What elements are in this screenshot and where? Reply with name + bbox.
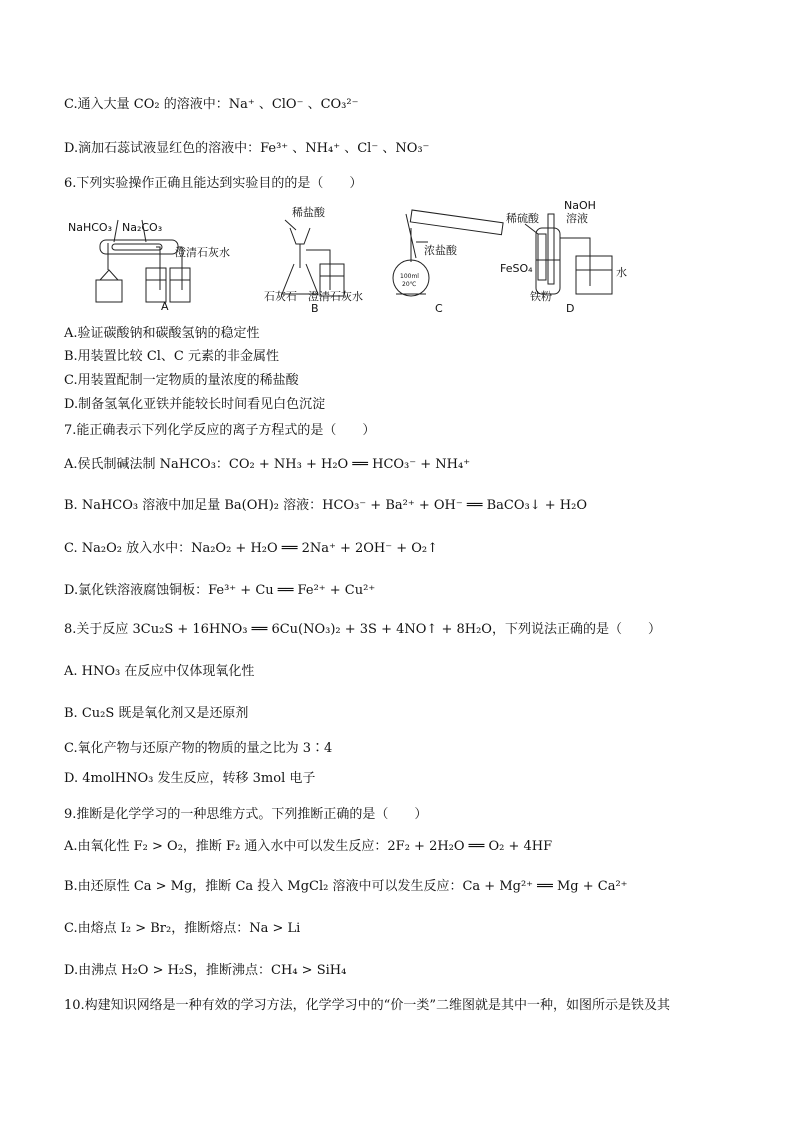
- beaker-1: [146, 268, 166, 302]
- q7-option-c: C. Na₂O₂ 放入水中：Na₂O₂ + H₂O ══ 2Na⁺ + 2OH⁻ + O₂↑: [64, 541, 439, 556]
- question-9: 9.推断是化学学习的一种思维方式。下列推断正确的是（ ）: [64, 807, 428, 822]
- d-delivery-tube: [560, 238, 590, 286]
- apparatus-d: [525, 214, 612, 294]
- apparatus-svg: [60, 198, 627, 320]
- dropping-funnel: [290, 228, 310, 244]
- inner-tube: [112, 244, 162, 250]
- d-beaker: [576, 256, 612, 294]
- label-naoh-solution: 溶液: [566, 212, 588, 225]
- q8-option-d: D. 4molHNO₃ 发生反应，转移 3mol 电子: [64, 771, 316, 786]
- label-pointer-1: [114, 220, 118, 242]
- q6-option-c: C.用装置配制一定物质的量浓度的稀盐酸: [64, 373, 299, 388]
- label-na2co3: Na₂CO₃: [122, 221, 163, 234]
- measuring-cylinder: [410, 210, 503, 235]
- b-delivery-tube: [306, 250, 330, 290]
- dropper-1: [538, 234, 546, 280]
- q6-option-b: B.用装置比较 Cl、C 元素的非金属性: [64, 349, 280, 364]
- q8-option-b: B. Cu₂S 既是氧化剂又是还原剂: [64, 706, 249, 721]
- label-iron: 铁粉: [530, 290, 552, 303]
- label-limestone: 石灰石: [264, 290, 297, 303]
- q7-option-b: B. NaHCO₃ 溶液中加足量 Ba(OH)₂ 溶液：HCO₃⁻ + Ba²⁺ + OH⁻ ══ BaCO₃↓ + H₂O: [64, 498, 588, 513]
- beaker-2: [170, 268, 190, 302]
- label-b-limewater: 澄清石灰水: [308, 290, 363, 303]
- apparatus-b: [282, 220, 344, 296]
- lamp-flame: [100, 270, 118, 280]
- caption-a: A: [161, 300, 169, 313]
- label-d-acid: 稀硫酸: [506, 212, 539, 225]
- q6-option-d: D.制备氢氧化亚铁并能较长时间看见白色沉淀: [64, 397, 326, 412]
- question-7: 7.能正确表示下列化学反应的离子方程式的是（ ）: [64, 423, 376, 438]
- q9-option-d: D.由沸点 H₂O > H₂S，推断沸点：CH₄ > SiH₄: [64, 963, 347, 978]
- caption-c: C: [435, 302, 443, 315]
- label-a-limewater: 澄清石灰水: [175, 246, 230, 259]
- q9-option-b: B.由还原性 Ca > Mg，推断 Ca 投入 MgCl₂ 溶液中可以发生反应：Ca + Mg²⁺ ══ Mg + Ca²⁺: [64, 879, 628, 894]
- q6-option-a: A.验证碳酸钠和碳酸氢钠的稳定性: [64, 326, 260, 341]
- label-feso4: FeSO₄: [500, 262, 533, 275]
- label-b-acid: 稀盐酸: [292, 206, 325, 219]
- apparatus-figure: [60, 198, 627, 320]
- q9-option-c: C.由熔点 I₂ > Br₂，推断熔点：Na > Li: [64, 921, 301, 936]
- question-10: 10.构建知识网络是一种有效的学习方法，化学学习中的“价一类”二维图就是其中一种，如图所示是铁及其: [64, 998, 670, 1013]
- question-6: 6.下列实验操作正确且能达到实验目的的是（ ）: [64, 176, 363, 191]
- dropper-2: [548, 214, 554, 284]
- caption-d: D: [566, 302, 575, 315]
- q7-option-a: A.侯氏制碱法制 NaHCO₃：CO₂ + NH₃ + H₂O ══ HCO₃⁻ + NH₄⁺: [64, 457, 471, 472]
- label-c-acid: 浓盐酸: [424, 244, 457, 257]
- label-naoh: NaOH: [564, 199, 596, 212]
- caption-b: B: [311, 302, 319, 315]
- option-c-line: C.通入大量 CO₂ 的溶液中：Na⁺ 、ClO⁻ 、CO₃²⁻: [64, 97, 359, 112]
- q9-option-a: A.由氧化性 F₂ > O₂，推断 F₂ 通入水中可以发生反应：2F₂ + 2H₂O ══ O₂ + 4HF: [64, 839, 553, 854]
- q7-option-d: D.氯化铁溶液腐蚀铜板：Fe³⁺ + Cu ══ Fe²⁺ + Cu²⁺: [64, 583, 376, 598]
- label-nahco3: NaHCO₃: [68, 221, 112, 234]
- label-flask-temp: 20℃: [402, 281, 417, 288]
- d-label-pointer: [525, 224, 538, 234]
- q8-option-a: A. HNO₃ 在反应中仅体现氧化性: [64, 664, 255, 679]
- question-8: 8.关于反应 3Cu₂S + 16HNO₃ ══ 6Cu(NO₃)₂ + 3S + 4NO↑ + 8H₂O，下列说法正确的是（ ）: [64, 622, 661, 637]
- burner-stand: [96, 280, 122, 302]
- label-water: 水: [616, 266, 627, 279]
- label-flask-vol: 100ml: [400, 273, 419, 280]
- q8-option-c: C.氧化产物与还原产物的物质的量之比为 3∶4: [64, 741, 333, 756]
- option-d-line: D.滴加石蕊试液显红色的溶液中：Fe³⁺ 、NH₄⁺ 、Cl⁻ 、NO₃⁻: [64, 141, 430, 156]
